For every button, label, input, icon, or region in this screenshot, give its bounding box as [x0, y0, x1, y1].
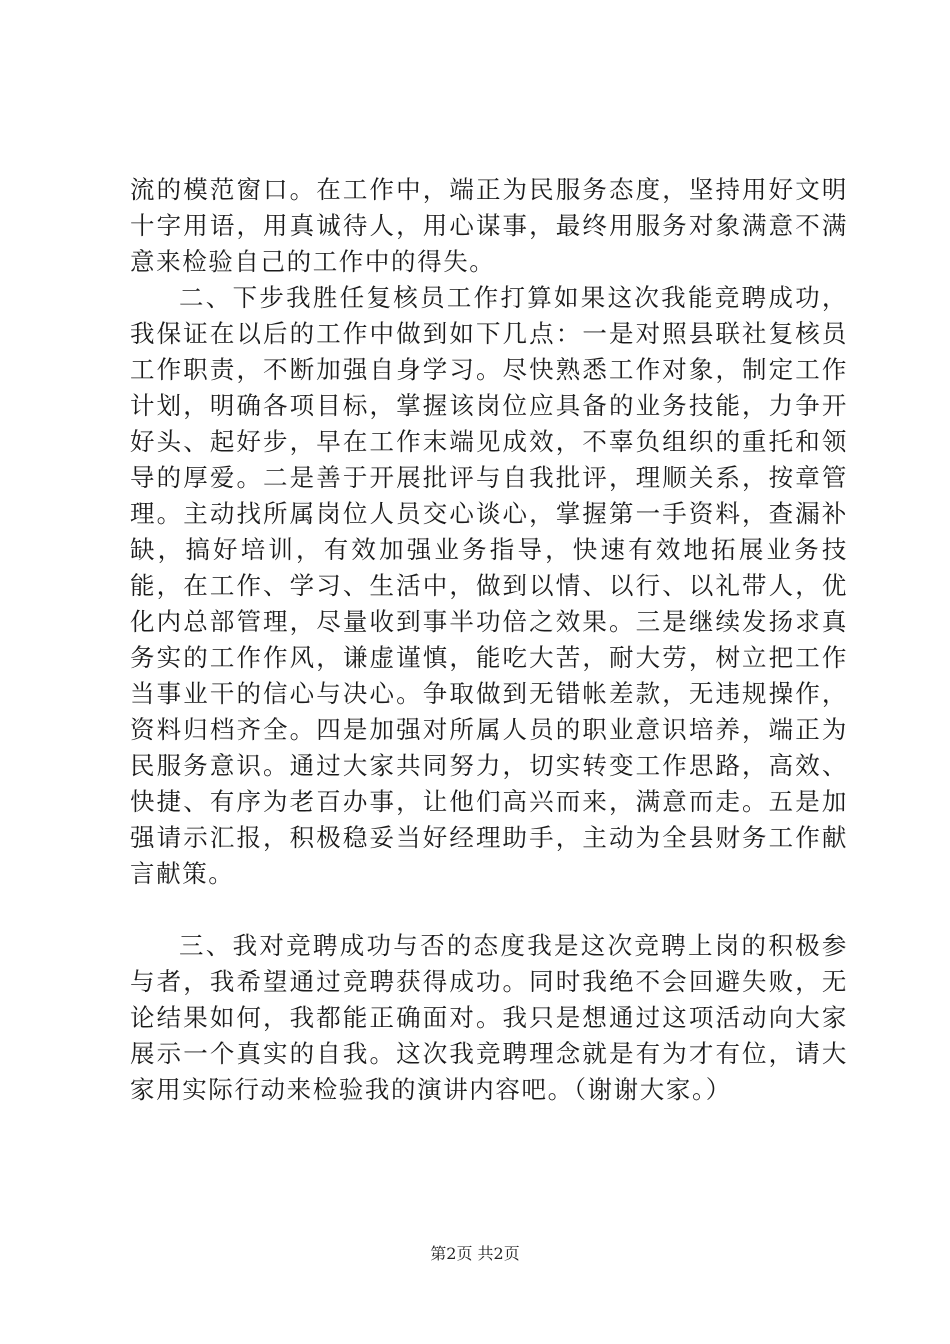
paragraph-section-three: 三、我对竞聘成功与否的态度我是这次竞聘上岗的积极参与者，我希望通过竞聘获得成功。同时我绝不会回避失败，无论结果如何，我都能正确面对。我只是想通过这项活动向大家展示一个真实的自我。这次我竞聘理念就是有为才有位，请大家用实际行动来检验我的演讲内容吧。（谢谢大家。） — [130, 931, 848, 1104]
document-body — [130, 172, 848, 1108]
paragraph-section-two: 二、下步我胜任复核员工作打算如果这次我能竞聘成功，我保证在以后的工作中做到如下几点：一是对照县联社复核员工作职责，不断加强自身学习。尽快熟悉工作对象，制定工作计划，明确各项目标，掌握该岗位应具备的业务技能，力争开好头、起好步，早在工作末端见成效，不辜负组织的重托和领导的厚爱。二是善于开展批评与自我批评，理顺关系，按章管理。主动找所属岗位人员交心谈心，掌握第一手资料，查漏补缺，搞好培训，有效加强业务指导，快速有效地拓展业务技能，在工作、学习、生活中，做到以情、以行、以礼带人，优化内总部管理，尽量收到事半功倍之效果。三是继续发扬求真务实的工作作风，谦虚谨慎，能吃大苦，耐大劳，树立把工作当事业干的信心与决心。争取做到无错帐差款，无违规操作，资料归档齐全。四是加强对所属人员的职业意识培养，端正为民服务意识。通过大家共同努力，切实转变工作思路，高效、快捷、有序为老百办事，让他们高兴而来，满意而走。五是加强请示汇报，积极稳妥当好经理助手，主动为全县财务工作献言献策。 — [130, 283, 848, 888]
paragraph-continuation: 流的模范窗口。在工作中，端正为民服务态度，坚持用好文明十字用语，用真诚待人，用心谋事，最终用服务对象满意不满意来检验自己的工作中的得失。 — [130, 175, 848, 276]
page-number-footer: 第2页 共2页 — [430, 1244, 520, 1263]
